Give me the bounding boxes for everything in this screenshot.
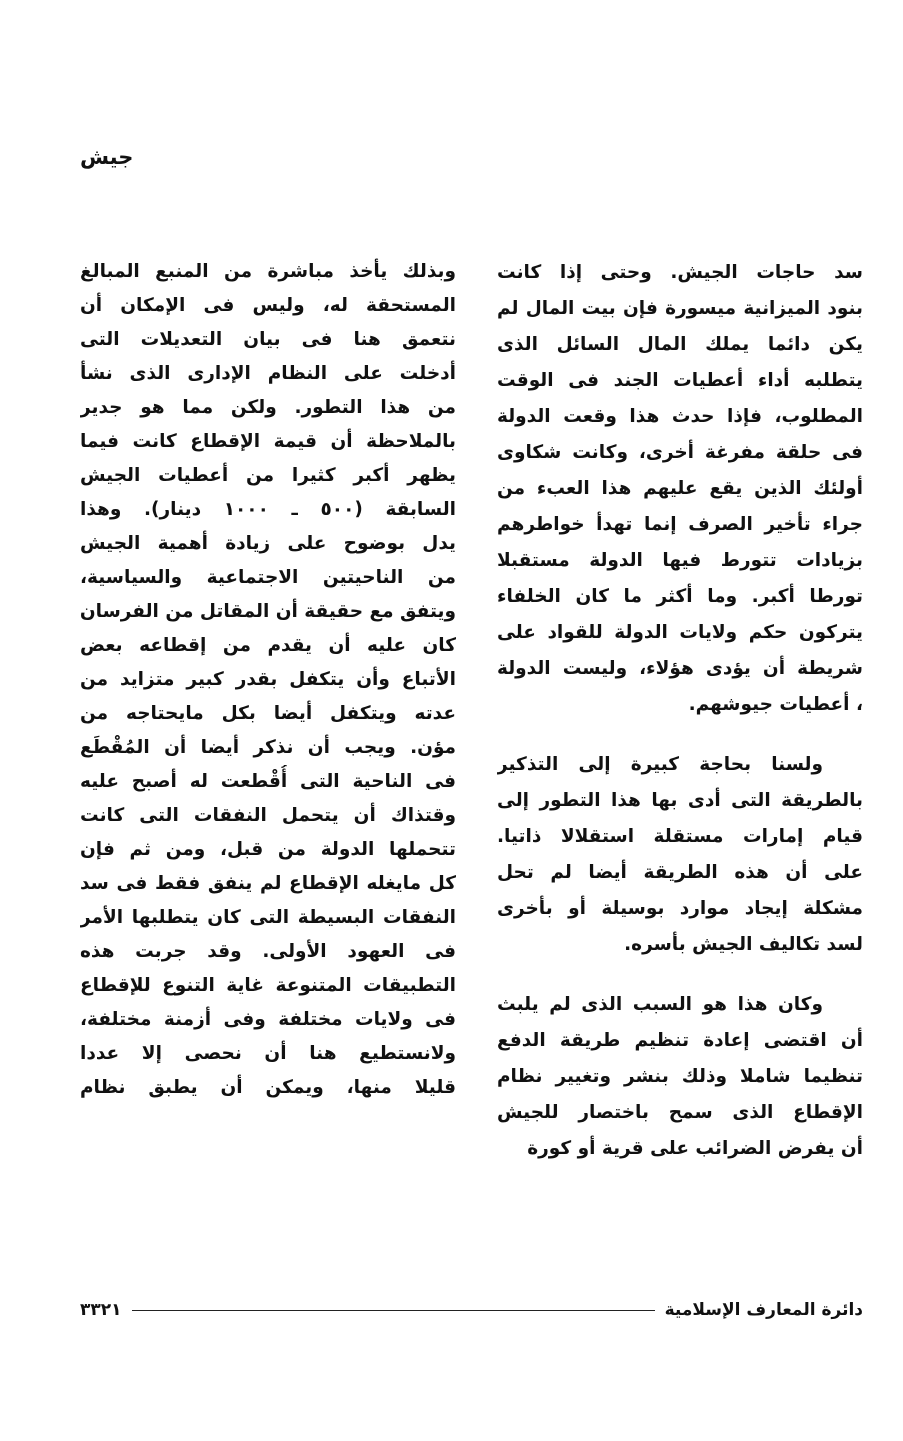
text-line: ويتفق مع حقيقة أن المقاتل من الفرسان <box>80 601 456 622</box>
text-line: المستحقة له، وليس فى الإمكان أن <box>80 295 456 316</box>
paragraph <box>497 255 863 723</box>
text-line: تورطا أكبر. وما أكثر ما كان الخلفاء <box>497 586 863 607</box>
text-line: الأتباع وأن يتكفل بقدر كبير متزايد من <box>80 669 456 690</box>
text-line: جراء تأخير الصرف إنما تهدأ خواطرهم <box>497 514 863 535</box>
text-line: بالطريقة التى أدى بها هذا التطور إلى <box>497 790 863 811</box>
text-line: يتطلبه أداء أعطيات الجند فى الوقت <box>497 370 863 391</box>
left-column <box>80 255 456 1105</box>
text-line: قيام إمارات مستقلة استقلالا ذاتيا. <box>497 826 863 847</box>
text-line: نتعمق هنا فى بيان التعديلات التى <box>80 329 456 350</box>
running-header: جيش <box>80 145 134 169</box>
text-line: ولانستطيع هنا أن نحصى إلا عددا <box>80 1043 456 1064</box>
text-line: فى العهود الأولى. وقد جربت هذه <box>80 941 456 962</box>
text-line: التطبيقات المتنوعة غاية التنوع للإقطاع <box>80 975 456 996</box>
text-line: أدخلت على النظام الإدارى الذى نشأ <box>80 363 456 384</box>
text-line: أن اقتضى إعادة تنظيم طريقة الدفع <box>497 1030 863 1051</box>
text-line: وقتذاك أن يتحمل النفقات التى كانت <box>80 805 456 826</box>
text-line: مؤن. ويجب أن نذكر أيضا أن المُقْطَع <box>80 737 456 758</box>
text-line: المطلوب، فإذا حدث هذا وقعت الدولة <box>497 406 863 427</box>
text-line: فى الناحية التى أُقْطعت له أصبح عليه <box>80 771 456 792</box>
text-line: قليلا منها، ويمكن أن يطبق نظام <box>80 1077 456 1098</box>
right-column <box>497 255 863 1167</box>
text-line: بنود الميزانية ميسورة فإن بيت المال لم <box>497 298 863 319</box>
paragraph <box>497 987 863 1167</box>
text-line: لسد تكاليف الجيش بأسره. <box>624 934 863 955</box>
text-line: الإقطاع الذى سمح باختصار للجيش <box>497 1102 863 1123</box>
text-line: تتحملها الدولة من قبل، ومن ثم فإن <box>80 839 456 860</box>
text-line: على أن هذه الطريقة أيضا لم تحل <box>497 862 863 883</box>
text-line: مشكلة إيجاد موارد بوسيلة أو بأخرى <box>497 898 863 919</box>
text-line: يكن دائما يملك المال السائل الذى <box>497 334 863 355</box>
text-line: ولسنا بحاجة كبيرة إلى التذكير <box>497 754 823 775</box>
text-line: ، أعطيات جيوشهم. <box>688 694 863 715</box>
text-line: شريطة أن يؤدى هؤلاء، وليست الدولة <box>497 658 863 679</box>
text-line: النفقات البسيطة التى كان يتطلبها الأمر <box>80 907 456 928</box>
text-line: يدل بوضوح على زيادة أهمية الجيش <box>80 533 456 554</box>
paragraph <box>80 255 456 1105</box>
text-line: أن يفرض الضرائب على قرية أو كورة <box>527 1138 863 1159</box>
text-line: من هذا التطور. ولكن مما هو جدير <box>80 397 456 418</box>
text-line: تنظيما شاملا وذلك بنشر وتغيير نظام <box>497 1066 863 1087</box>
text-line: يتركون حكم ولايات الدولة للقواد على <box>497 622 863 643</box>
text-line: وبذلك يأخذ مباشرة من المنبع المبالغ <box>80 261 456 282</box>
text-line: أولئك الذين يقع عليهم هذا العبء من <box>497 478 863 499</box>
text-line: السابقة (٥٠٠ ـ ١٠٠٠ دينار). وهذا <box>80 499 456 520</box>
paragraph <box>497 747 863 963</box>
text-line: وكان هذا هو السبب الذى لم يلبث <box>497 994 823 1015</box>
text-line: كل مايغله الإقطاع لم ينفق فقط فى سد <box>80 873 456 894</box>
text-line: فى ولايات مختلفة وفى أزمنة مختلفة، <box>80 1009 456 1030</box>
page-footer <box>80 1296 863 1324</box>
page-number: ٣٣٢١ <box>80 1300 122 1320</box>
text-line: سد حاجات الجيش. وحتى إذا كانت <box>497 262 863 283</box>
text-line: من الناحيتين الاجتماعية والسياسية، <box>80 567 456 588</box>
publication-title: دائرة المعارف الإسلامية <box>664 1300 863 1320</box>
text-line: كان عليه أن يقدم من إقطاعه بعض <box>80 635 456 656</box>
text-line: يظهر أكبر كثيرا من أعطيات الجيش <box>80 465 456 486</box>
text-line: عدته ويتكفل أيضا بكل مايحتاجه من <box>80 703 456 724</box>
text-line: فى حلقة مفرغة أخرى، وكانت شكاوى <box>497 442 863 463</box>
text-line: بالملاحظة أن قيمة الإقطاع كانت فيما <box>80 431 456 452</box>
text-line: بزيادات تتورط فيها الدولة مستقبلا <box>497 550 863 571</box>
footer-rule <box>132 1310 655 1311</box>
